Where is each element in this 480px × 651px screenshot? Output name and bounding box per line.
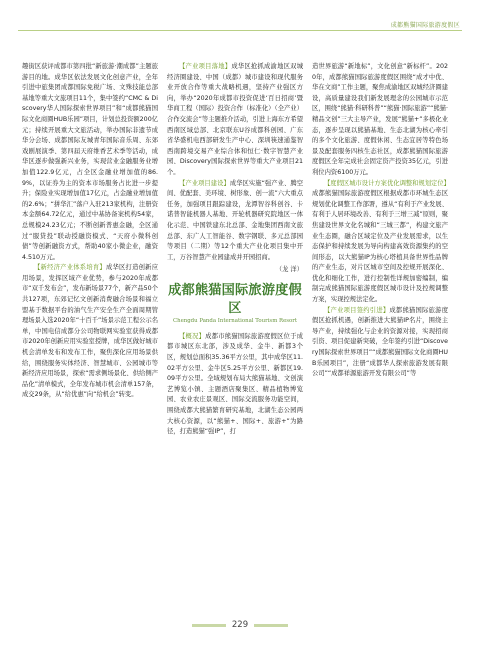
column-2 bbox=[167, 62, 303, 438]
section-heading: 【产业项目落地】 bbox=[179, 63, 232, 70]
paragraph-project-signing bbox=[312, 306, 448, 380]
page-number: 229 bbox=[231, 620, 249, 630]
section-heading: 【新经济产业体系培育】 bbox=[34, 264, 106, 272]
column-3 bbox=[312, 62, 448, 380]
paragraph-body: 成都熊猫国际旅游度假区抢抓机遇，创新推进大熊猫IP名片，围绕主导产业，持续强化与企业的资源对接，实现招商引资、项目促建新突破，全年签约引进“Discovery国际探索世界项目”“成都熊猫国际文化商圈HUB乐园项目”，注册“成都华人探索旅游发展有限公司”“成都祥源旅游开发有限公司”等 bbox=[312, 306, 448, 378]
footer-bar-right bbox=[254, 624, 288, 627]
paragraph-continued: 造世界旅游“新地标”，文化创意“新标杆”。2020年，成都熊猫国际旅游度假区围绕“成才中优、华在文商”工作主题，聚焦成渝地区双城经济圈建设，高质量建设我们新发展理念的公园城市示范区，围绕“熊猫·科研科普”“熊猫·国际旅游”“熊猫·精品文创”三大主导产业，发展“熊猫+”多极化业态，逐步呈现以熊猫基地、生态北湖为核心牵引的多个文化旅游、度假休闲、生态宜居等特色场景及配套服务四核生态社区，成都熊猫国际旅游度假区全年完成社会固定资产投资35亿元，引进利位内资6100万元。 bbox=[312, 63, 448, 176]
paragraph-body: 成华区打造创新应用场景，发挥区域产业优势，参与2020年成都市“双千发布会”，发布新场景77个，新产品50个共127项，东郊记忆文创新消费融合场景和福立盟基于数据平台的油气生产安全生产全面周期管理场景入选2020年“十百千”场景示范工程公示名单，中国电信成都分公司物联网实验室获得成都市2020年创新应用实验室授牌，成华区做好城市机会清单发布和发布工作，聚焦深化应用场景供给，围绕服务实体经济、智慧城市、公园城市等新经济应用场景，探索“需求侧场景化、供给侧产品化”清单模式，全年发布城市机会清单157条，成交29条，从“给优惠”向“给机会”转变。 bbox=[22, 264, 159, 399]
author-byline: （龙 洋） bbox=[275, 266, 303, 274]
section-heading: 【概况】 bbox=[179, 332, 206, 340]
paragraph-body: 成都市熊猫国际旅游度假区位于成都市城区东北部，涉及成华、金牛、新都3个区，规划总面积35.36平方公里，其中成华区11.02平方公里、金牛区5.25平方公里、新都区19.09平方公里。全域规划布局大熊猫基地、文创演艺博览小镇、主题酒店聚集区、精品植物博览园、农业农庄景观区、国际交流服务功能空间，围绕成都大熊猫繁育研究基地，北湖生态公园两大核心资源，以“熊猫+、国际+、旅游+”为路径，打造熊猫“强IP”，打 bbox=[167, 332, 303, 436]
paragraph-new-economy bbox=[22, 263, 158, 401]
paragraph-urban-design bbox=[312, 179, 448, 306]
page-footer bbox=[0, 620, 480, 631]
column-1 bbox=[22, 62, 158, 401]
section-heading: 【产业项目签约引进】 bbox=[324, 306, 390, 314]
paragraph-project-construction bbox=[167, 179, 303, 264]
header-rule bbox=[18, 30, 462, 31]
paragraph-continued: 趣街区获评成都市第四批“新旅游·潮成都”主题旅游目的地。成华区依法发展文化创意产业，全年引进中旅集团成都国际免税广场、文殊技能总部基地等重大文旅项目11个，集中签约“CMC & Discovery华人国际探索世界项目”和“成都熊猫国际文化商圈HUB乐园”项目，计划总投资额200亿元；持续开展重大文旅活动，举办国际非遗节成华分会场、成都国际友城青年国际音乐周、东郊戏剧展演季、第四届天府维香艺术季等活动，成华区逐步做强新兴业务，实现营业金融服务业增加值122.9亿元，占全区金融业增加值的86.9%，以证券为主的资本市场服务占比进一步提升；保险业实现增加值17亿元，占金融业增加值的2.6%；“拼华汇”落户入驻213家机构，注册资本金额64.72亿元，通过中基协备案机构54家，总规模24.23亿元；不断创新普惠金融，全区通过“服贷投”联动授融资模式、“天府小微科创债”等创新融资方式，帮助40家小微企业，融资4.510万元。 bbox=[22, 63, 158, 261]
logo-chinese-title: 成都熊猫国际旅游度假区 bbox=[168, 282, 302, 316]
resort-logo-title bbox=[167, 282, 303, 324]
footer-bar-left bbox=[192, 624, 226, 627]
paragraph-body: 成华区抢抓成渝地区双城经济圈建设、中国（成都）城市建设和现代服务业开放合作等重大战略机遇，坚持产业强区方向，举办“2020年成都市投资促进‘百日招商’暨华商工程（国际）投资合作（标准化）（全产业）合作交流会”等主题推介活动，引进上海东方希望西南区域总部、北京联东U谷成都科创园、广东省华盛机电西部研发生产中心、深圳筷速通鉴智西南跨境交易产业综合体和恒仁·数字智慧产业园、Discovery国际探索世界等重大产业项目21个。 bbox=[167, 63, 303, 176]
logo-english-title: Chengdu Panda International Tourism Resort bbox=[172, 317, 298, 324]
running-head-title: 成都熊猫国际旅游度假区 bbox=[390, 22, 460, 29]
section-heading: 【产业项目建设】 bbox=[179, 179, 230, 187]
paragraph-project-landing bbox=[167, 62, 303, 179]
section-heading: 【度假区城市设计方案优化调整和规划定位】 bbox=[324, 179, 450, 187]
paragraph-body: 成都熊猫国际旅游度假区根据成都市环城生态区规划优化调整工作部署，遵从“有利于产业发展、有利于人居环境改善、有利于三增三减”原则，聚焦建设世界文化名城和“三城三都”，构建文旅产业生态圈，融合区域定位及产业发展需求，以生态保护和持续发展为导向构建高效资源集约的空间形态，以大熊猫IP为核心塔植具备世界性品牌的产业生态，对片区城市空间及控规开展深化、优化和细化工作，进行控制性详规加密编制，编制完成熊猫国际旅游度假区城市设计及控规调整方案，实现控规法定化。 bbox=[312, 190, 448, 304]
paragraph-body: 成华区实施“强产业、腾空间、优配套、美环境、树形象、创一流”六大重点任务，加强项目跟踪建设，龙潭智谷科创谷、卡诺普智能机器人基地、开轮机器研究院地区一体化示范、中国铁建东北总部、金地集团西南文旅总部、东广人工智能谷、数字钢联、多元总部园等项目（二期）等12个重大产业化项目集中开工，万谷智慧产业园建成并开园招商。 bbox=[167, 179, 304, 261]
paragraph-overview bbox=[167, 332, 303, 438]
